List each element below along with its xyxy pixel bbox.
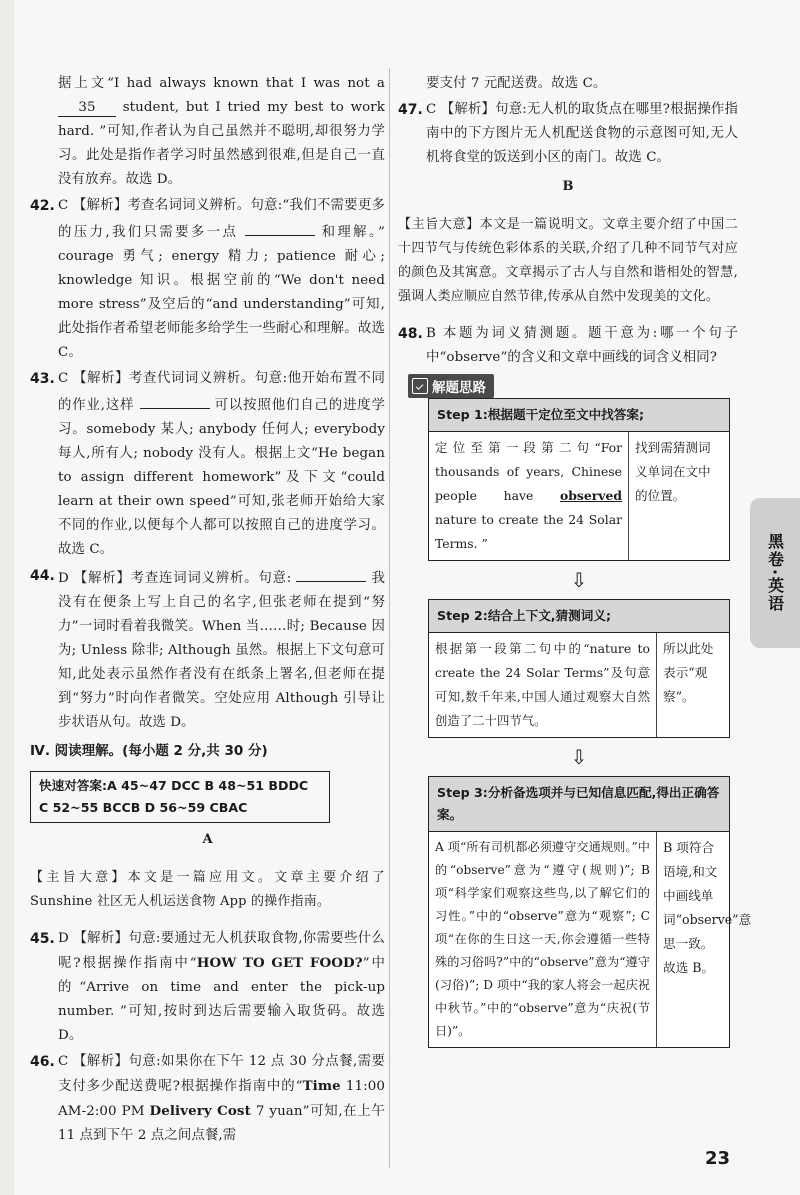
step-3-heading: Step 3:分析备选项并与已知信息匹配,得出正确答案。 <box>429 777 729 832</box>
question-number: 46. <box>30 1054 55 1070</box>
q42-text-pre: C 【解析】考查名词词义辨析。句意:“我们不需要更多的压力,我们只需要多一点 <box>58 198 385 240</box>
step-1-right: 找到需猜测词义单词在文中的位置。 <box>635 440 711 503</box>
main-idea-b: 【主旨大意】本文是一篇说明文。文章主要介绍了中国二十四节气与传统色彩体系的关联,介绍了几种不同节气对应的颜色及其寓意。文章揭示了古人与自然和谐相处的智慧,强调人类应顺应自然节律,传承从自然中发现美的文化。 <box>398 217 738 304</box>
right-column <box>398 72 752 1048</box>
intro-line-2: student, but I tried my best to work hard. ”可知,作者认为自己虽然并不聪明,却很努力学习。此处是指作者学习时虽然感到很难,但是自己一直没有放弃。故选 D。 <box>58 100 386 187</box>
question-number: 45. <box>30 931 55 947</box>
step-2-box <box>428 599 730 738</box>
quick-answer-line-2: C 52~55 BCCB D 56~59 CBAC <box>39 800 248 815</box>
question-45 <box>30 927 385 1048</box>
question-42 <box>30 194 385 365</box>
q45-text-pre: D 【解析】句意:要通过无人机获取食物,你需要些什么呢?根据操作指南中“ <box>58 931 385 971</box>
step-3-right: B 项符合语境,和文中画线单词“observe”意思一致。故选 B。 <box>663 840 752 975</box>
q44-text-post: 我没有在便条上写上自己的名字,但张老师在提到“努力”一词时看着我微笑。When 当……时; Because 因为; Unless 除非; Although 虽然。根据上下文句意可知,此处表示虽然作者没有在纸条上署名,但老师在提到“努力”时向作者微笑。空处应用 Although 引导让步状语从句。故选 D。 <box>58 571 385 730</box>
q46-bold-time: Time <box>302 1078 341 1094</box>
intro-paragraph <box>30 72 385 192</box>
blank-35: 35 <box>58 99 116 117</box>
step-1-heading: Step 1:根据题干定位至文中找答案; <box>429 399 729 432</box>
q44-text-pre: D 【解析】考查连词词义辨析。句意: <box>58 571 292 586</box>
step-2-left: 根据第一段第二句中的“nature to create the 24 Solar Terms”及句意可知,数千年来,中国人通过观察大自然创造了二十四节气。 <box>429 633 657 737</box>
question-48 <box>398 322 738 370</box>
down-arrow-icon: ⇩ <box>570 745 588 769</box>
q48-text: B 本题为词义猜测题。题干意为:哪一个句子中“observe”的含义和文章中画线的词含义相同? <box>426 326 738 365</box>
section-heading-reading: Ⅳ. 阅读理解。(每小题 2 分,共 30 分) <box>30 743 268 759</box>
question-46 <box>30 1050 385 1148</box>
q43-text-pre: C 【解析】考查代词词义辨析。句意:他开始布置不同的作业,这样 <box>58 371 385 413</box>
q45-text-post: ”中的“Arrive on time and enter the pick-up number. ”可知,按时到达后需要输入取货码。故选 D。 <box>58 956 385 1043</box>
question-number: 44. <box>30 568 55 584</box>
step-1-box <box>428 398 730 561</box>
q43-blank <box>140 391 210 409</box>
page-edge <box>0 0 14 1195</box>
q42-blank <box>245 218 315 236</box>
step-2-right: 所以此处表示“观察”。 <box>663 641 714 704</box>
checklist-icon <box>412 378 428 394</box>
solution-approach-tag <box>408 374 494 398</box>
subject-side-tab: 黑卷·英语 <box>750 498 800 648</box>
q46-continuation: 要支付 7 元配送费。故选 C。 <box>426 76 607 91</box>
underlined-word: observed <box>559 488 622 503</box>
step-3-left: A 项“所有司机都必须遵守交通规则。”中的“observe”意为“遵守(规则)”; B 项“科学家们观察这些鸟,以了解它们的习性。”中的“observe”意为“观察”; C 项“在你的生日这一天,你会遵循一些特殊的习俗吗?”中的“observe”意为“遵守(习俗)”; D 项中“我的家人将会一起庆祝中秋节。”中的“observe”意为“庆祝(节日)”。 <box>429 832 657 1047</box>
solution-flow <box>428 398 752 1048</box>
part-a-heading: A <box>202 832 213 847</box>
column-divider <box>389 68 390 1168</box>
question-47 <box>398 98 738 170</box>
solution-approach-label: 解题思路 <box>432 380 486 396</box>
question-44 <box>30 564 385 735</box>
q46-text-pre: C 【解析】句意:如果你在下午 12 点 30 分点餐,需要支付多少配送费呢?根据操作指南中的“ <box>58 1054 385 1094</box>
quick-answer-box <box>30 771 330 823</box>
q46-time-range: 11:00 AM-2:00 PM <box>58 1079 386 1119</box>
q46-bold-cost: Delivery Cost <box>149 1103 251 1119</box>
q46-text-post: 7 yuan”可知,在上午 11 点到下午 2 点之间点餐,需 <box>58 1104 385 1143</box>
step-1-left: 定位至第一段第二句“For thousands of years, Chinese people have observed nature to create the 24 Solar Terms. ” <box>429 432 629 560</box>
part-b-heading: B <box>562 179 574 194</box>
question-43 <box>30 367 385 562</box>
question-number: 47. <box>398 102 423 118</box>
question-number: 48. <box>398 326 423 342</box>
intro-line-1: 据上文“I had always known that I was not a <box>58 76 385 91</box>
left-column <box>30 72 385 1148</box>
q43-text-post: 可以按照他们自己的进度学习。somebody 某人; anybody 任何人; everybody 每人,所有人; nobody 没有人。根据上文“He began to assign different homework”及下文“could learn at their own speed”可知,张老师开始给大家不同的作业,以便每个人都可以按照自己的进度学习。故选 C。 <box>58 398 385 557</box>
page-number: 23 <box>704 1148 730 1169</box>
step-2-heading: Step 2:结合上下文,猜测词义; <box>429 600 729 633</box>
down-arrow-icon: ⇩ <box>570 568 588 592</box>
q47-text: C 【解析】句意:无人机的取货点在哪里?根据操作指南中的下方图片无人机配送食物的示意图可知,无人机将食堂的饭送到小区的南门。故选 C。 <box>426 102 738 165</box>
main-idea-a: 【主旨大意】本文是一篇应用文。文章主要介绍了 Sunshine 社区无人机运送食物 App 的操作指南。 <box>30 870 385 909</box>
q45-bold: HOW TO GET FOOD? <box>196 955 363 971</box>
q44-blank <box>296 564 366 582</box>
step-3-box <box>428 776 752 1048</box>
question-number: 42. <box>30 198 55 214</box>
question-number: 43. <box>30 371 55 387</box>
quick-answer-line-1: 快速对答案:A 45~47 DCC B 48~51 BDDC <box>39 778 309 793</box>
q42-text-post: 和理解。” courage 勇气; energy 精力; patience 耐心; knowledge 知识。根据空前的“We don't need more stress”及空后的“and understanding”可知,此处指作者希望老师能多给学生一些耐心和理解。故选 C。 <box>58 225 385 360</box>
